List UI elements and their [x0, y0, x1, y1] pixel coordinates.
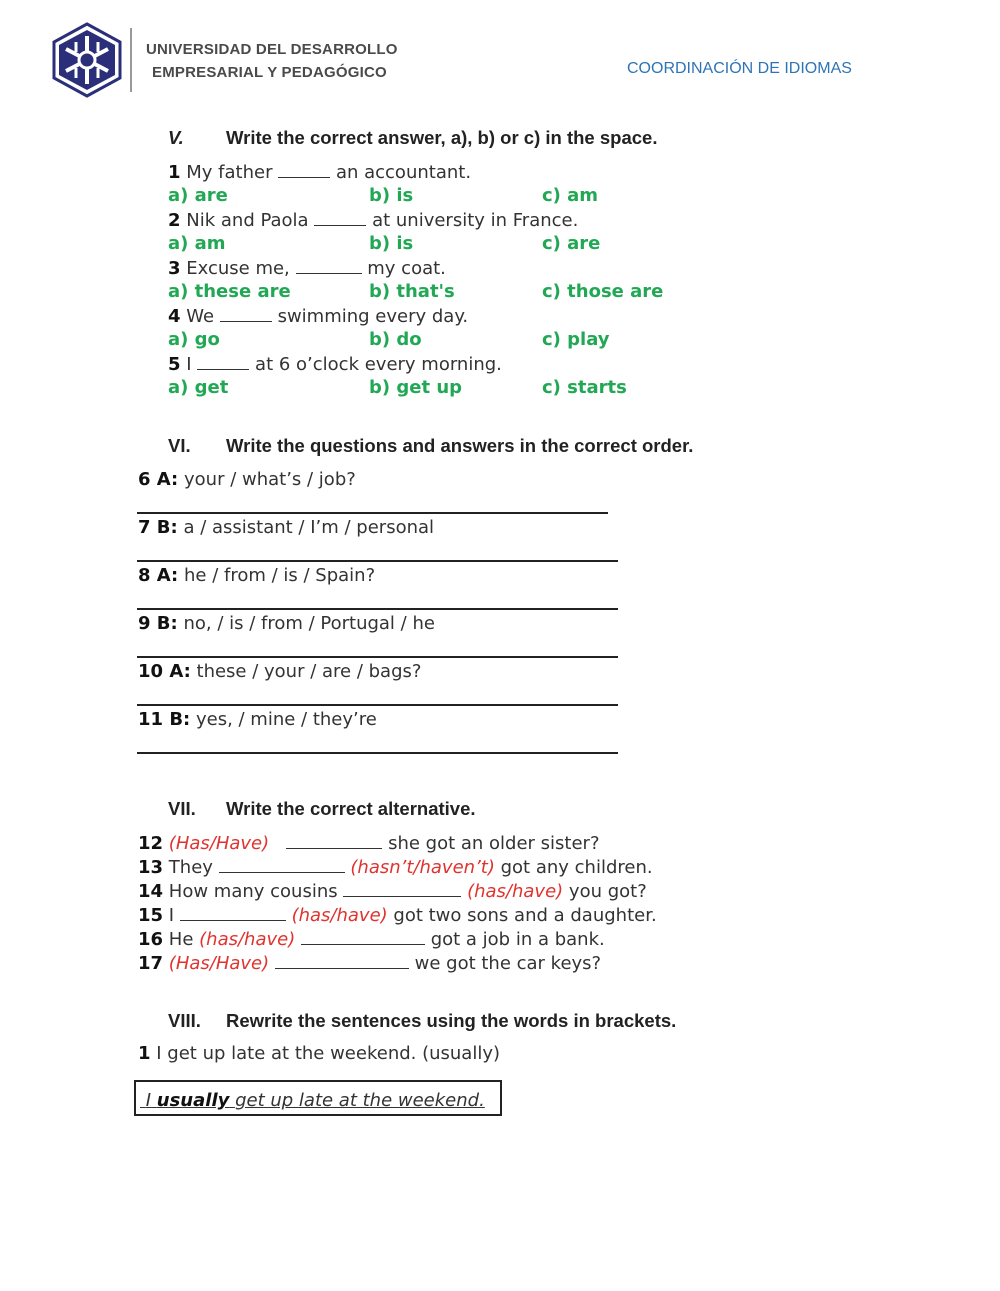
answer-blank[interactable]: [219, 856, 345, 873]
option-c[interactable]: c) are: [542, 233, 601, 254]
university-name-line1: UNIVERSIDAD DEL DESARROLLO: [146, 41, 398, 58]
question-text: I: [186, 354, 192, 375]
question-4: [168, 305, 468, 327]
option-a[interactable]: a) get: [168, 377, 229, 398]
answer-blank[interactable]: [180, 904, 286, 921]
item-words: a / assistant / I’m / personal: [183, 517, 435, 538]
answer-post: get up late at the weekend.: [235, 1090, 485, 1111]
item-words: your / what’s / job?: [184, 469, 356, 490]
option-b[interactable]: b) is: [369, 185, 414, 206]
item-number: 13: [138, 857, 164, 878]
question-text: We: [186, 306, 215, 327]
option-b[interactable]: b) that's: [369, 281, 455, 302]
rewrite-item-1: [138, 1043, 500, 1064]
option-c[interactable]: c) those are: [542, 281, 664, 302]
question-number: 5: [168, 354, 181, 375]
item-number: 12: [138, 833, 164, 854]
alternative-item-16: [138, 928, 605, 950]
alternative-item-17: [138, 952, 601, 974]
section-6-title: Write the questions and answers in the correct order.: [226, 435, 694, 456]
choice-hint: (Has/Have): [168, 953, 270, 974]
item-label: 6 A:: [138, 469, 179, 490]
header-divider: [130, 28, 132, 92]
item-text: got two sons and a daughter.: [393, 905, 657, 926]
item-number: 15: [138, 905, 164, 926]
question-2: [168, 209, 578, 231]
university-name: [146, 38, 398, 84]
section-7-title: Write the correct alternative.: [226, 798, 476, 819]
option-b[interactable]: b) get up: [369, 377, 463, 398]
item-label: 11 B:: [138, 709, 191, 730]
question-number: 1: [168, 162, 181, 183]
alternative-item-12: [138, 832, 600, 854]
answer-line[interactable]: [137, 752, 618, 754]
item-number: 14: [138, 881, 164, 902]
item-text: How many cousins: [168, 881, 338, 902]
answer-blank[interactable]: [343, 880, 461, 897]
answer-line[interactable]: [137, 560, 618, 562]
item-number: 17: [138, 953, 164, 974]
option-a[interactable]: a) am: [168, 233, 226, 254]
order-item-8: [138, 565, 375, 586]
choice-hint: (Has/Have): [168, 833, 270, 854]
answer-pre: I: [145, 1090, 152, 1111]
answer-keyword: usually: [156, 1090, 230, 1111]
option-a[interactable]: a) are: [168, 185, 228, 206]
order-item-11: [138, 709, 377, 730]
question-1: [168, 161, 471, 183]
order-item-6: [138, 469, 356, 490]
item-label: 7 B:: [138, 517, 178, 538]
answer-blank[interactable]: [278, 161, 330, 178]
answer-blank[interactable]: [197, 353, 249, 370]
answer-text: [140, 1090, 485, 1111]
item-text: we got the car keys?: [414, 953, 602, 974]
order-item-7: [138, 517, 434, 538]
question-number: 3: [168, 258, 181, 279]
university-logo-icon: [50, 22, 124, 98]
question-5: [168, 353, 502, 375]
section-7-heading: [168, 798, 476, 820]
item-label: 8 A:: [138, 565, 179, 586]
option-c[interactable]: c) am: [542, 185, 599, 206]
answer-blank[interactable]: [286, 832, 382, 849]
item-text: got a job in a bank.: [430, 929, 605, 950]
question-text: an accountant.: [335, 162, 472, 183]
question-3: [168, 257, 446, 279]
item-text: she got an older sister?: [388, 833, 600, 854]
section-8-heading: [168, 1010, 676, 1032]
section-6-numeral: VI.: [168, 435, 191, 456]
alternative-item-13: [138, 856, 653, 878]
section-5-numeral: V.: [168, 127, 184, 148]
choice-hint: (hasn’t/haven’t): [350, 857, 495, 878]
section-8-numeral: VIII.: [168, 1010, 201, 1031]
answer-line[interactable]: [137, 656, 618, 658]
question-text: at university in France.: [372, 210, 579, 231]
item-text: I get up late at the weekend. (usually): [156, 1043, 501, 1064]
section-5-title: Write the correct answer, a), b) or c) in the space.: [226, 127, 658, 148]
section-6-heading: [168, 435, 693, 457]
alternative-item-14: [138, 880, 647, 902]
item-words: he / from / is / Spain?: [184, 565, 376, 586]
item-text: He: [168, 929, 194, 950]
section-8-title: Rewrite the sentences using the words in brackets.: [226, 1010, 677, 1031]
order-item-10: [138, 661, 421, 682]
answer-blank[interactable]: [301, 928, 425, 945]
section-5-heading: [168, 127, 657, 149]
item-number: 1: [138, 1043, 151, 1064]
item-text: They: [168, 857, 213, 878]
answer-blank[interactable]: [275, 952, 409, 969]
item-words: no, / is / from / Portugal / he: [183, 613, 435, 634]
question-number: 4: [168, 306, 181, 327]
department-title: COORDINACIÓN DE IDIOMAS: [627, 60, 852, 77]
option-b[interactable]: b) is: [369, 233, 414, 254]
answer-blank[interactable]: [296, 257, 362, 274]
option-c[interactable]: c) starts: [542, 377, 627, 398]
item-text: got any children.: [500, 857, 653, 878]
choice-hint: (has/have): [467, 881, 564, 902]
section-7-numeral: VII.: [168, 798, 196, 819]
alternative-item-15: [138, 904, 657, 926]
question-text: Nik and Paola: [186, 210, 309, 231]
choice-hint: (has/have): [291, 905, 388, 926]
answer-line[interactable]: [137, 512, 608, 514]
answer-blank[interactable]: [220, 305, 272, 322]
question-text: at 6 o’clock every morning.: [255, 354, 502, 375]
question-number: 2: [168, 210, 181, 231]
item-label: 9 B:: [138, 613, 178, 634]
choice-hint: (has/have): [199, 929, 296, 950]
answer-line[interactable]: [137, 704, 618, 706]
question-text: swimming every day.: [277, 306, 469, 327]
question-text: My father: [186, 162, 273, 183]
option-b[interactable]: b) do: [369, 329, 422, 350]
answer-blank[interactable]: [314, 209, 366, 226]
item-label: 10 A:: [138, 661, 191, 682]
question-text: my coat.: [367, 258, 446, 279]
order-item-9: [138, 613, 435, 634]
option-a[interactable]: a) these are: [168, 281, 291, 302]
option-a[interactable]: a) go: [168, 329, 220, 350]
answer-line[interactable]: [137, 608, 618, 610]
university-name-line2: EMPRESARIAL Y PEDAGÓGICO: [152, 64, 387, 81]
item-number: 16: [138, 929, 164, 950]
question-text: Excuse me,: [186, 258, 290, 279]
option-c[interactable]: c) play: [542, 329, 610, 350]
item-words: yes, / mine / they’re: [195, 709, 377, 730]
item-words: these / your / are / bags?: [196, 661, 422, 682]
item-text: you got?: [568, 881, 647, 902]
item-text: I: [168, 905, 175, 926]
